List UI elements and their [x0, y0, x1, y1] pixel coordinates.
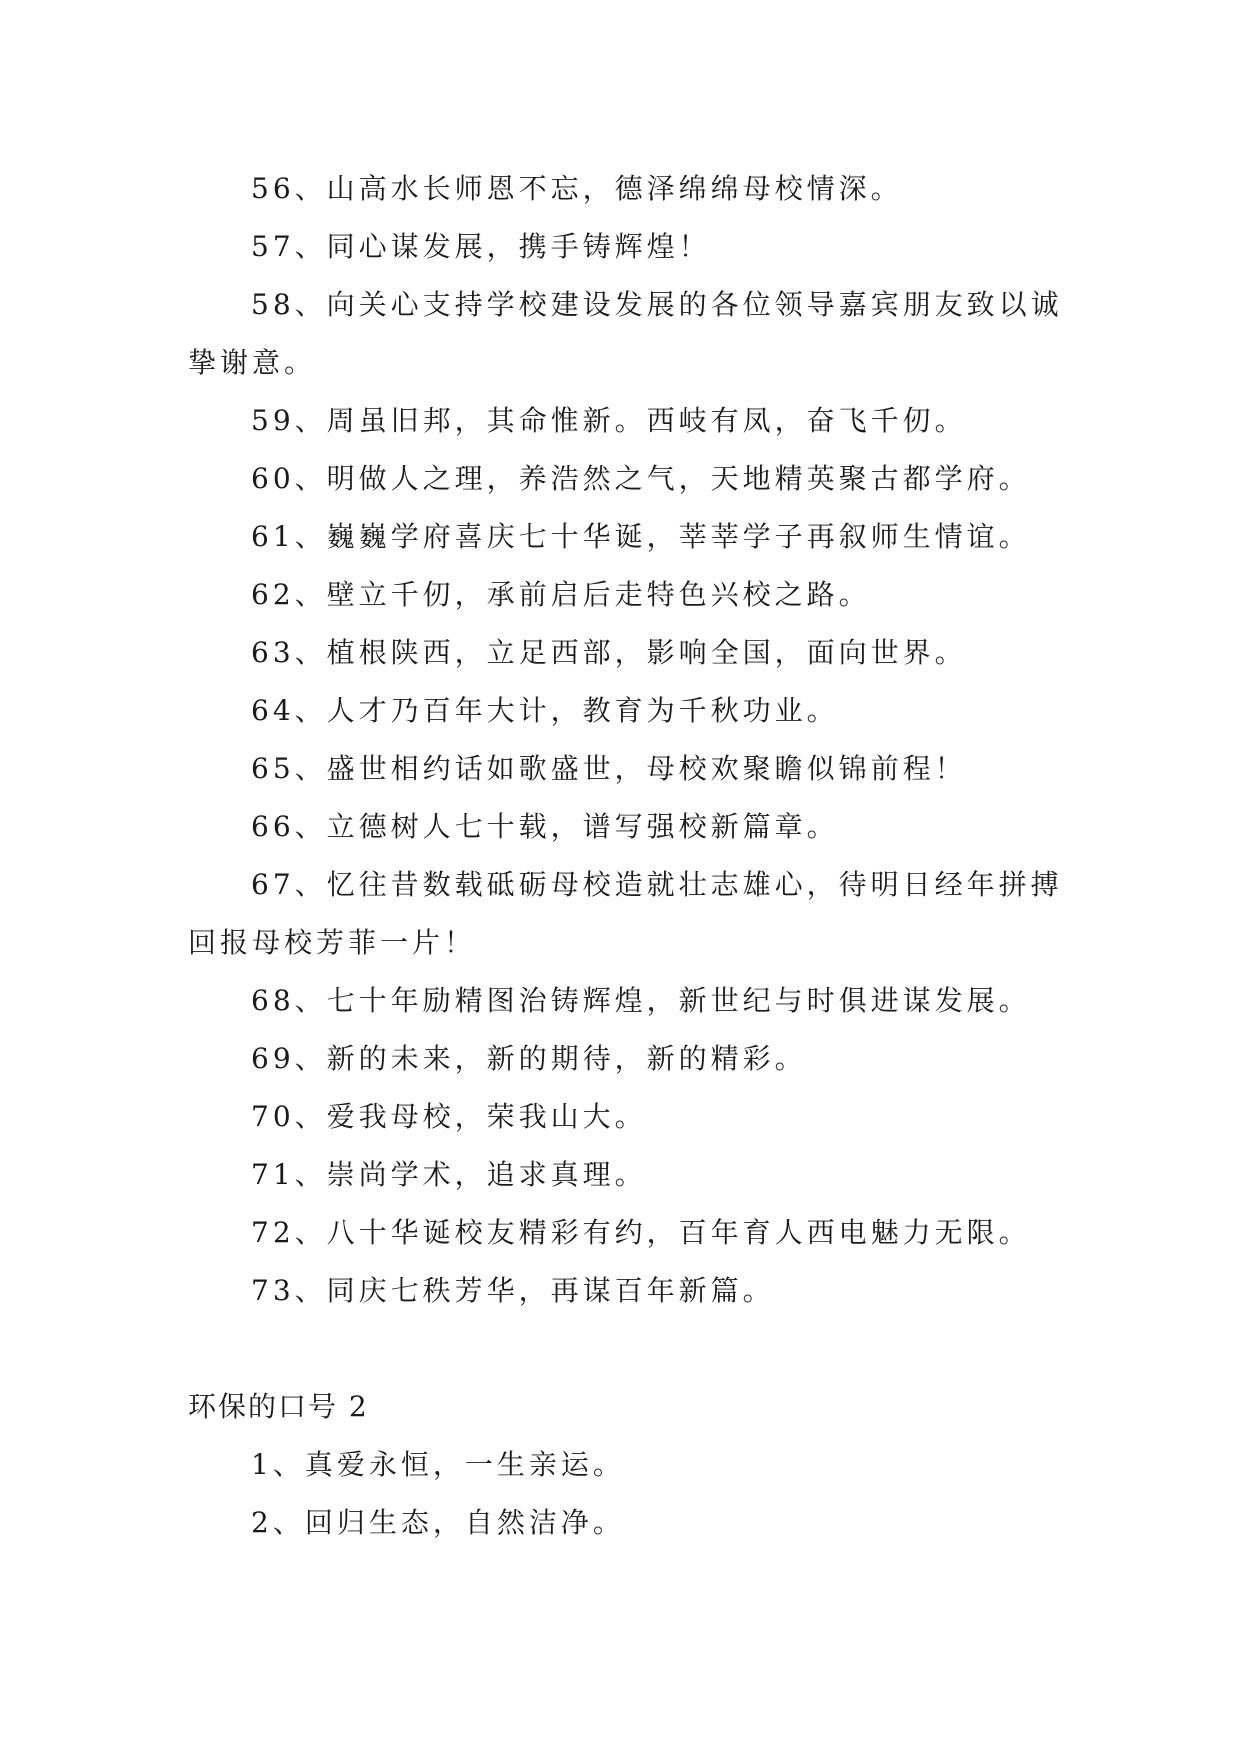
list-item: 69、新的未来，新的期待，新的精彩。 [251, 1042, 807, 1075]
list-item: 59、周虽旧邦，其命惟新。西岐有凤，奋飞千仞。 [251, 404, 967, 437]
list-item: 2、回归生态，自然洁净。 [251, 1506, 625, 1539]
list-item: 57、同心谋发展，携手铸辉煌！ [251, 230, 711, 263]
list-item: 63、植根陕西，立足西部，影响全国，面向世界。 [251, 636, 967, 669]
list-item: 65、盛世相约话如歌盛世，母校欢聚瞻似锦前程！ [251, 752, 967, 785]
document-body [188, 160, 1068, 1552]
list-item: 56、山高水长师恩不忘，德泽绵绵母校情深。 [251, 172, 903, 205]
section-heading: 环保的口号 2 [188, 1390, 369, 1423]
list-item: 72、八十华诞校友精彩有约，百年育人西电魅力无限。 [251, 1216, 1031, 1249]
list-item: 61、巍巍学府喜庆七十华诞，莘莘学子再叙师生情谊。 [251, 520, 1031, 553]
list-item: 67、忆往昔数载砥砺母校造就壮志雄心，待明日经年拼搏回报母校芳菲一片！ [188, 868, 1063, 959]
list-item: 1、真爱永恒，一生亲运。 [251, 1448, 625, 1481]
list-item: 68、七十年励精图治铸辉煌，新世纪与时俱进谋发展。 [251, 984, 1031, 1017]
list-item: 70、爱我母校，荣我山大。 [251, 1100, 647, 1133]
list-item: 62、壁立千仞，承前启后走特色兴校之路。 [251, 578, 871, 611]
list-item: 58、向关心支持学校建设发展的各位领导嘉宾朋友致以诚挚谢意。 [188, 288, 1063, 379]
list-item: 60、明做人之理，养浩然之气，天地精英聚古都学府。 [251, 462, 1031, 495]
list-item: 71、崇尚学术，追求真理。 [251, 1158, 647, 1191]
list-item: 66、立德树人七十载，谱写强校新篇章。 [251, 810, 839, 843]
list-item: 64、人才乃百年大计，教育为千秋功业。 [251, 694, 839, 727]
list-item: 73、同庆七秩芳华，再谋百年新篇。 [251, 1274, 775, 1307]
section-spacer [188, 1320, 1068, 1378]
